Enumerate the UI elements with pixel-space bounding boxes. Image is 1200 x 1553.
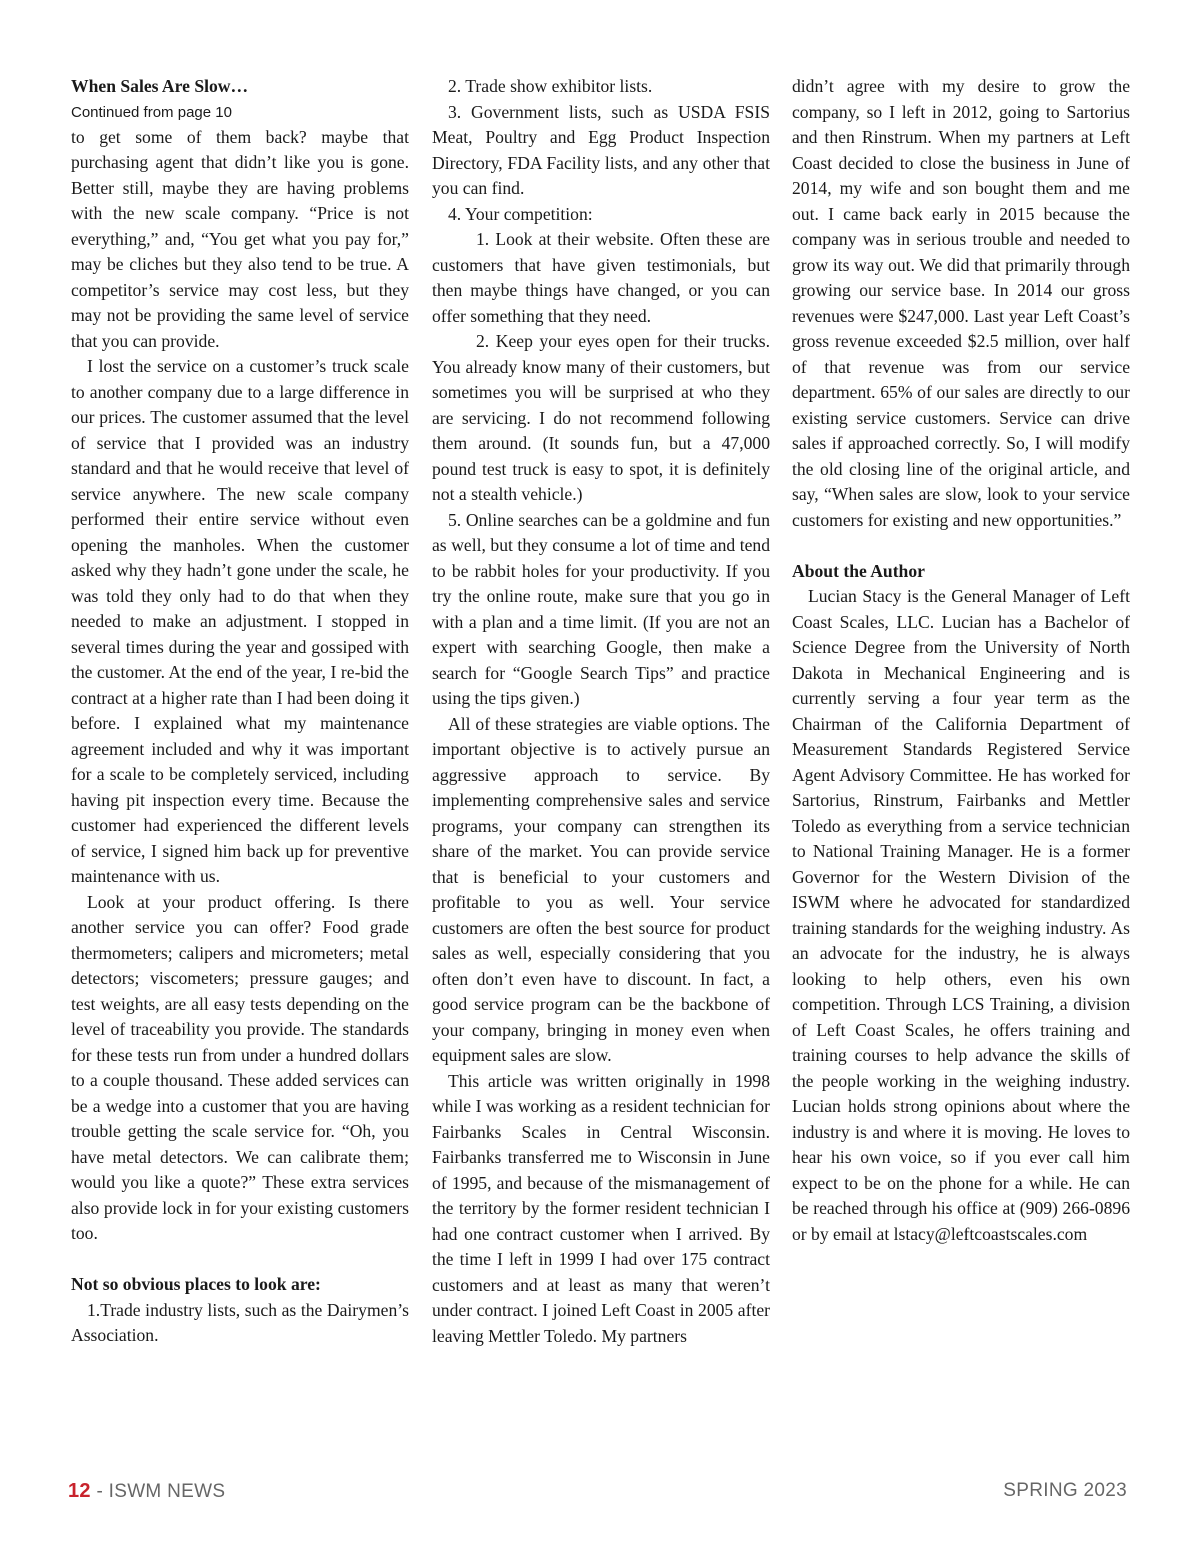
list-item: 2. Trade show exhibitor lists. bbox=[448, 76, 653, 96]
article-column-2 bbox=[432, 74, 770, 1349]
footer-publication bbox=[68, 1480, 225, 1503]
section-heading: Not so obvious places to look are: bbox=[71, 1274, 321, 1294]
continued-note: Continued from page 10 bbox=[71, 103, 232, 121]
list-item: 1.Trade industry lists, such as the Dairymen’s Association. bbox=[71, 1299, 409, 1345]
paragraph: Look at your product offering. Is there another service you can offer? Food grade thermometers; calipers and micrometers; metal detectors; viscometers; pressure gauges; and test weights, are all easy tests depending on the level of traceability you provide. The standards for these tests run from under a hundred dollars to a couple thousand. These added services can be a wedge into a customer that you are having trouble getting the scale service for. “Oh, you have metal detectors. We can calibrate them; would you like a quote?” These extra services also provide lock in for your existing customers too. bbox=[71, 891, 409, 1243]
paragraph: I lost the service on a customer’s truck scale to another company due to a large difference in our prices. The customer assumed that the level of service that I provided was an industry standard and that he would receive that level of service anywhere. The new scale company performed their entire service without even opening the manholes. When the customer asked why they hadn’t gone under the scale, he was told they only had to do that when they needed to make an adjustment. I stopped in several times during the year and gossiped with the customer. At the end of the year, I re-bid the contract at a higher rate than I had been doing it before. I explained what my maintenance agreement included and why it was important for a scale to be completely serviced, including having pit inspection every time. Because the customer had experienced the different levels of service, I signed him back up for preventive maintenance with us. bbox=[71, 356, 409, 886]
sub-list-item: 2. Keep your eyes open for their trucks. You already know many of their customers, but sometimes you will be surprised at who they are servicing. I do not recommend following them around. (It sounds fun, but a 47,000 pound test truck is easy to spot, it is definitely not a stealth vehicle.) bbox=[432, 331, 770, 504]
author-bio: Lucian Stacy is the General Manager of Left Coast Scales, LLC. Lucian has a Bachelor of Science Degree from the University of North Dakota in Mechanical Engineering and is currently serving a four year term as the Chairman of the California Department of Measurement Standards Registered Service Agent Advisory Committee. He has worked for Sartorius, Rinstrum, Fairbanks and Mettler Toledo as everything from a service technician to National Training Manager. He is a former Governor for the Western Division of the ISWM where he advocated for standardized training standards for the weighing industry. As an advocate for the industry, he is always looking to help others, even his own competition. Through LCS Training, a division of Left Coast Scales, he offers training and training courses to help advance the skills of the people working in the weighing industry. Lucian holds strong opinions about where the industry is and where it is moving. He loves to hear his own voice, so if you ever call him expect to be on the phone for a while. He can be reached through his office at (909) 266-0896 or by email at lstacy@leftcoastscales.com bbox=[792, 586, 1130, 1244]
paragraph: All of these strategies are viable options. The important objective is to actively pursue an aggressive approach to service. By implementing comprehensive sales and service programs, your company can strengthen its share of the market. You can provide service that is beneficial to your customers and profitable to you as well. Your service customers are often the best source for product sales as well, especially considering that you often don’t even have to discount. In fact, a good service program can be the backbone of your company, bringing in money even when equipment sales are slow. bbox=[432, 713, 770, 1065]
article-column-3 bbox=[792, 74, 1130, 1247]
author-heading: About the Author bbox=[792, 560, 925, 581]
paragraph: This article was written originally in 1998 while I was working as a resident technician for Fairbanks Scales in Central Wisconsin. Fairbanks transferred me to Wisconsin in June of 1995, and because of the mismanagement of the territory by the former resident technician I had one contract customer when I arrived. By the time I left in 1999 I had over 175 contract customers and at least as many that weren’t under contract. I joined Left Coast in 2005 after leaving Mettler Toledo. My partners bbox=[432, 1070, 770, 1346]
list-item: 5. Online searches can be a goldmine and fun as well, but they consume a lot of time and tend to be rabbit holes for your productivity. If you try the online route, make sure that you go in with a plan and a time limit. (If you are not an expert with searching Google, then make a search for “Google Search Tips” and practice using the tips given.) bbox=[432, 509, 770, 708]
sub-list-item: 1. Look at their website. Often these are customers that have given testimonials, but then maybe things have changed, or you can offer something that they need. bbox=[432, 229, 770, 326]
article-title: When Sales Are Slow… bbox=[71, 76, 249, 96]
page-number: 12 bbox=[68, 1480, 91, 1502]
article-column-1 bbox=[71, 74, 409, 1349]
list-item: 3. Government lists, such as USDA FSIS Meat, Poultry and Egg Product Inspection Directory, FDA Facility lists, and any other that you can find. bbox=[432, 101, 770, 198]
publication-name: - ISWM NEWS bbox=[90, 1481, 226, 1502]
list-item: 4. Your competition: bbox=[448, 203, 593, 224]
spacer bbox=[71, 1247, 409, 1273]
spacer bbox=[792, 533, 1130, 559]
paragraph: to get some of them back? maybe that purchasing agent that didn’t like you is gone. Better still, maybe they are having problems with the new scale company. “Price is not everything,” and, “You get what you pay for,” may be cliches but they also tend to be true. A competitor’s service may cost less, but they may not be providing the same level of service that you can provide. bbox=[71, 126, 409, 351]
paragraph: didn’t agree with my desire to grow the company, so I left in 2012, going to Sartorius and then Rinstrum. When my partners at Left Coast decided to close the business in June of 2014, my wife and son bought them and me out. I came back early in 2015 because the company was in serious trouble and needed to grow its way out. We did that primarily through growing our service base. In 2014 our gross revenues were $247,000. Last year Left Coast’s gross revenue exceeded $2.5 million, over half of that revenue was from our service department. 65% of our sales are directly to our existing service customers. Service can drive sales if approached correctly. So, I will modify the old closing line of the original article, and say, “When sales are slow, look to your service customers for existing and new opportunities.” bbox=[792, 76, 1130, 530]
footer-issue: SPRING 2023 bbox=[1003, 1480, 1127, 1501]
